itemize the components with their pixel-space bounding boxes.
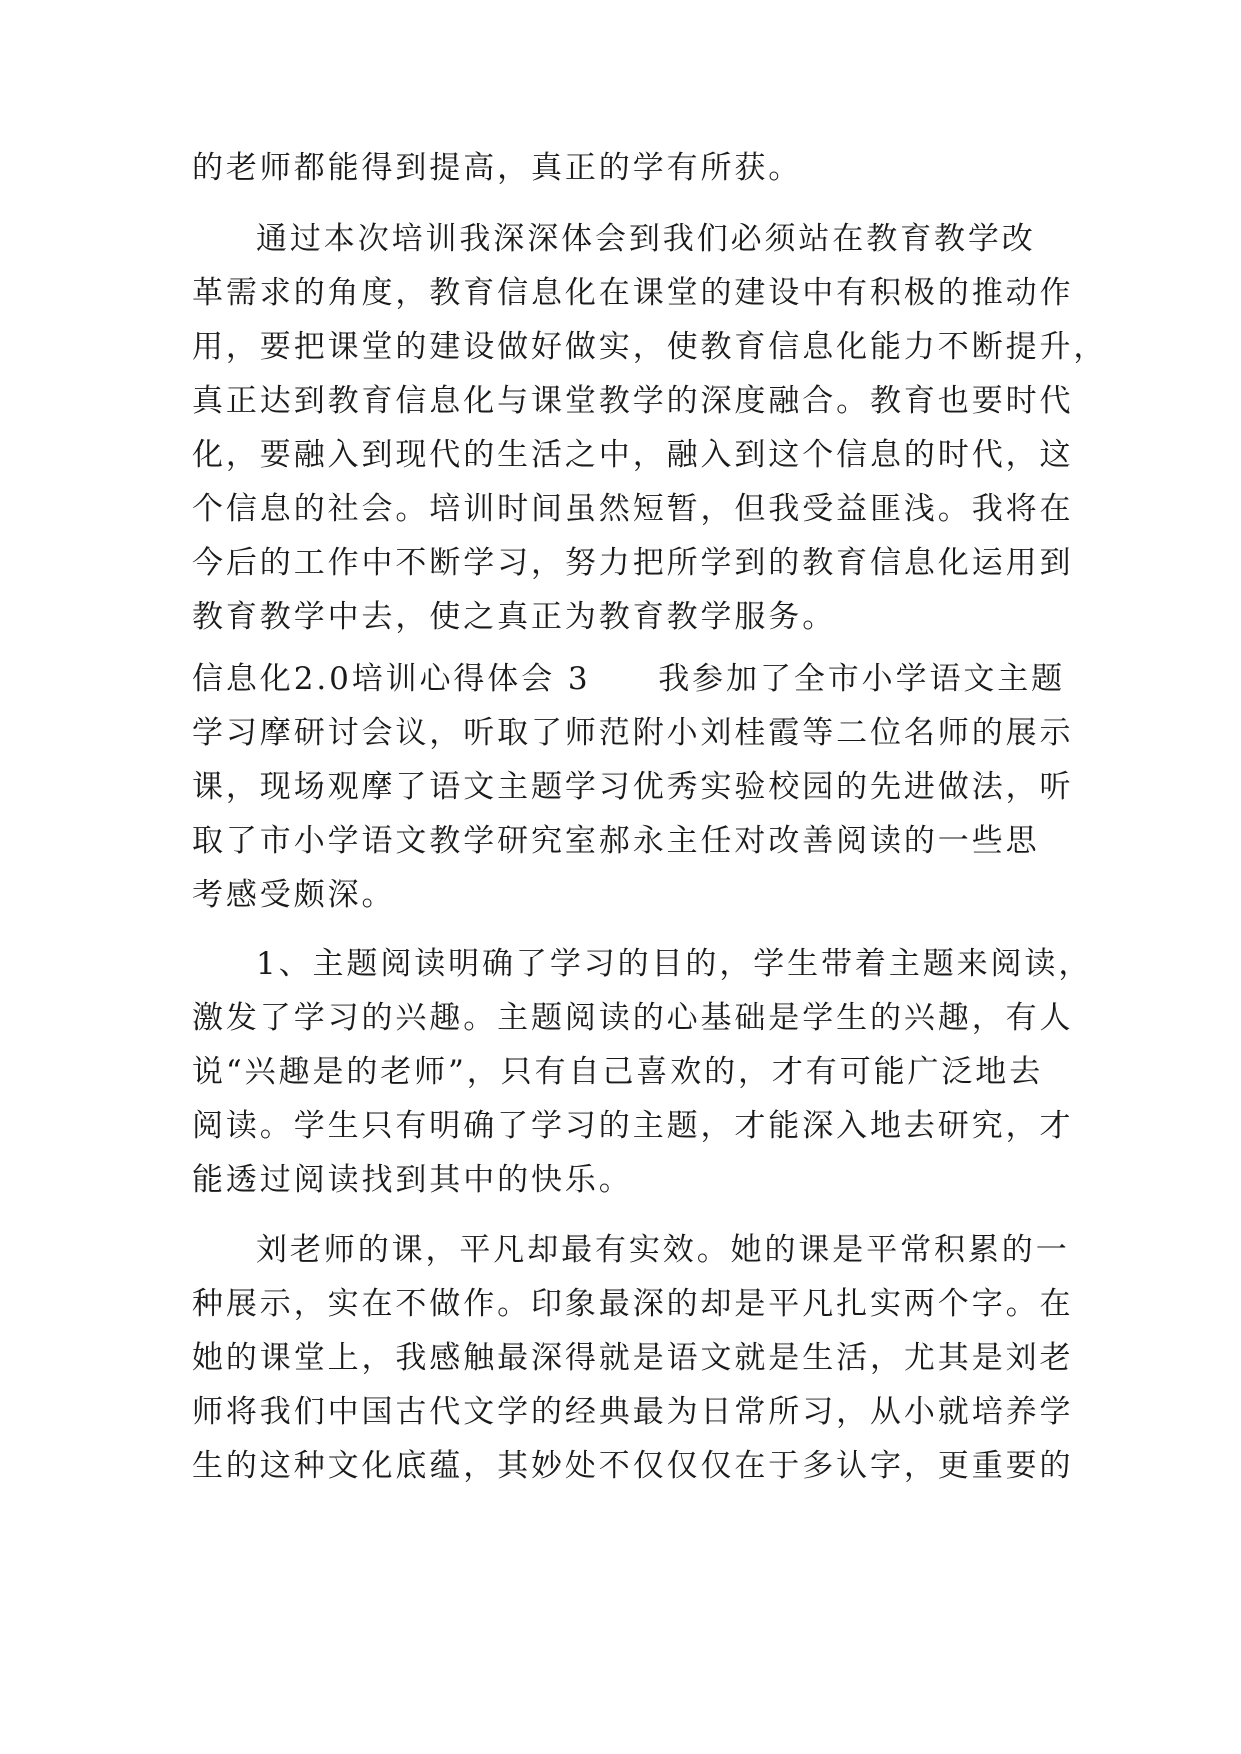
text-line: 考感受颇深。 <box>192 877 396 913</box>
text-line: 用，要把课堂的建设做好做实，使教育信息化能力不断提升， <box>192 329 1108 365</box>
text-line: 学习摩研讨会议，听取了师范附小刘桂霞等二位名师的展示 <box>192 715 1074 751</box>
text-line: 的老师都能得到提高，真正的学有所获。 <box>192 150 803 186</box>
paragraph-start-line: 通过本次培训我深深体会到我们必须站在教育教学改 <box>256 221 1036 257</box>
text-line: 生的这种文化底蕴，其妙处不仅仅仅在于多认字，更重要的 <box>192 1448 1074 1484</box>
text-line: 说“兴趣是的老师”，只有自己喜欢的，才有可能广泛地去 <box>192 1054 1044 1090</box>
text-line: 今后的工作中不断学习，努力把所学到的教育信息化运用到 <box>192 545 1074 581</box>
paragraph-start-line: 1、主题阅读明确了学习的目的，学生带着主题来阅读， <box>256 946 1093 982</box>
text-line: 真正达到教育信息化与课堂教学的深度融合。教育也要时代 <box>192 383 1074 419</box>
paragraph-start-line: 刘老师的课，平凡却最有实效。她的课是平常积累的一 <box>256 1232 1070 1268</box>
text-line: 化，要融入到现代的生活之中，融入到这个信息的时代，这 <box>192 437 1074 473</box>
text-line: 能透过阅读找到其中的快乐。 <box>192 1162 633 1198</box>
text-line: 个信息的社会。培训时间虽然短暂，但我受益匪浅。我将在 <box>192 491 1074 527</box>
text-line: 课，现场观摩了语文主题学习优秀实验校园的先进做法，听 <box>192 769 1074 805</box>
text-line: 她的课堂上，我感触最深得就是语文就是生活，尤其是刘老 <box>192 1340 1074 1376</box>
section-heading-line: 信息化2.0培训心得体会 3 我参加了全市小学语文主题 <box>192 661 1066 697</box>
text-line: 取了市小学语文教学研究室郝永主任对改善阅读的一些思 <box>192 823 1040 859</box>
text-line: 激发了学习的兴趣。主题阅读的心基础是学生的兴趣，有人 <box>192 1000 1074 1036</box>
text-line: 教育教学中去，使之真正为教育教学服务。 <box>192 599 837 635</box>
text-line: 革需求的角度，教育信息化在课堂的建设中有积极的推动作 <box>192 275 1074 311</box>
text-line: 阅读。学生只有明确了学习的主题，才能深入地去研究，才 <box>192 1108 1074 1144</box>
text-line: 师将我们中国古代文学的经典最为日常所习，从小就培养学 <box>192 1394 1074 1430</box>
text-line: 种展示，实在不做作。印象最深的却是平凡扎实两个字。在 <box>192 1286 1074 1322</box>
